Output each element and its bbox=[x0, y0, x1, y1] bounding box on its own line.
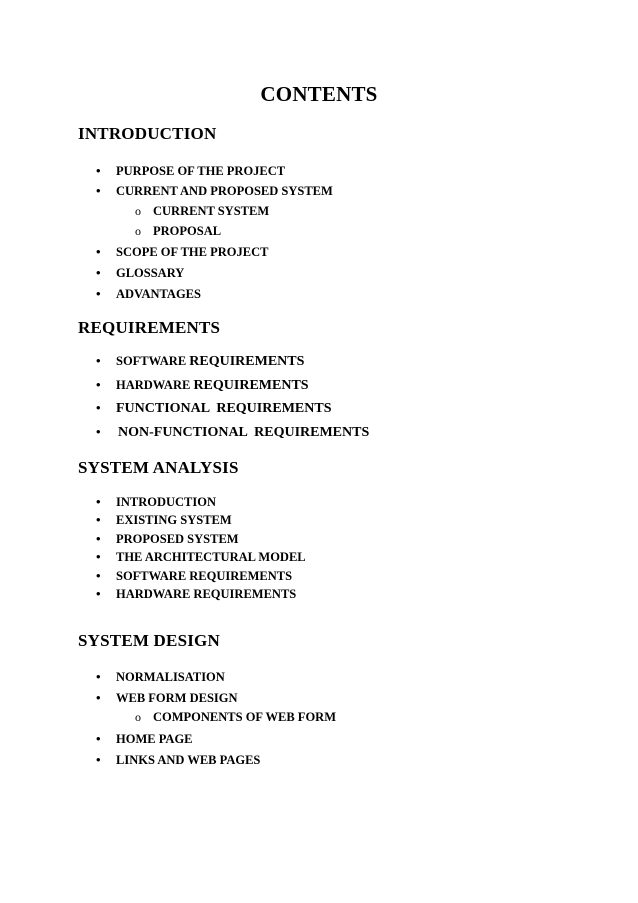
list-item bbox=[96, 690, 238, 706]
bullet-icon: • bbox=[96, 690, 101, 705]
section-heading-system-analysis: SYSTEM ANALYSIS bbox=[78, 458, 239, 477]
bullet-icon: • bbox=[96, 494, 101, 509]
list-item bbox=[96, 752, 260, 768]
circle-bullet-icon: o bbox=[135, 710, 141, 724]
bullet-icon: • bbox=[96, 512, 101, 527]
list-item bbox=[96, 568, 292, 584]
page-title: CONTENTS bbox=[260, 82, 378, 106]
list-item-label: FUNCTIONAL REQUIREMENTS bbox=[116, 401, 332, 416]
bullet-icon: • bbox=[96, 568, 101, 583]
list-item-label: ADVANTAGES bbox=[116, 287, 201, 301]
list-item-label: PROPOSED SYSTEM bbox=[116, 532, 239, 546]
list-item-label: INTRODUCTION bbox=[116, 495, 217, 509]
list-item bbox=[96, 586, 296, 602]
bullet-icon: • bbox=[96, 286, 101, 301]
list-item-suffix: REQUIREMENTS bbox=[189, 354, 305, 369]
bullet-icon: • bbox=[96, 400, 101, 415]
bullet-icon: • bbox=[96, 549, 101, 564]
list-item bbox=[96, 669, 225, 685]
list-item bbox=[96, 286, 201, 302]
list-item bbox=[96, 549, 306, 565]
sub-list-item bbox=[135, 710, 336, 725]
list-item bbox=[96, 353, 304, 370]
list-item bbox=[96, 531, 239, 547]
list-item-label: GLOSSARY bbox=[116, 266, 185, 280]
list-item-prefix: SOFTWARE bbox=[116, 354, 187, 368]
bullet-icon: • bbox=[96, 752, 101, 767]
list-item-label: SCOPE OF THE PROJECT bbox=[116, 245, 269, 259]
section-heading-introduction: INTRODUCTION bbox=[78, 124, 217, 143]
list-item bbox=[96, 377, 309, 394]
list-item bbox=[96, 731, 193, 747]
list-item bbox=[96, 265, 184, 281]
list-item bbox=[96, 163, 285, 179]
sub-list-item bbox=[135, 204, 269, 219]
bullet-icon: • bbox=[96, 586, 101, 601]
list-item-label: WEB FORM DESIGN bbox=[116, 691, 238, 705]
list-item-label: THE ARCHITECTURAL MODEL bbox=[116, 550, 306, 564]
bullet-icon: • bbox=[96, 531, 101, 546]
list-item-label: PURPOSE OF THE PROJECT bbox=[116, 164, 286, 178]
list-item bbox=[96, 244, 268, 260]
list-item-label: PROPOSAL bbox=[153, 224, 222, 238]
bullet-icon: • bbox=[96, 353, 101, 368]
list-item-label: COMPONENTS OF WEB FORM bbox=[153, 710, 336, 724]
bullet-icon: • bbox=[96, 377, 101, 392]
list-item bbox=[96, 183, 333, 199]
section-heading-requirements: REQUIREMENTS bbox=[78, 318, 221, 337]
list-item bbox=[96, 512, 232, 528]
list-item bbox=[96, 494, 216, 510]
list-item-label: HARDWARE REQUIREMENTS bbox=[116, 587, 297, 601]
list-item bbox=[96, 400, 331, 417]
section-heading-system-design: SYSTEM DESIGN bbox=[78, 631, 220, 650]
circle-bullet-icon: o bbox=[135, 224, 141, 238]
bullet-icon: • bbox=[96, 424, 101, 439]
list-item-label: SOFTWARE REQUIREMENTS bbox=[116, 569, 293, 583]
list-item-label: NON-FUNCTIONAL REQUIREMENTS bbox=[118, 425, 370, 440]
list-item-suffix: REQUIREMENTS bbox=[193, 378, 309, 393]
list-item-label: CURRENT SYSTEM bbox=[153, 204, 270, 218]
circle-bullet-icon: o bbox=[135, 204, 141, 218]
list-item-label: HOME PAGE bbox=[116, 732, 193, 746]
bullet-icon: • bbox=[96, 669, 101, 684]
bullet-icon: • bbox=[96, 244, 101, 259]
bullet-icon: • bbox=[96, 731, 101, 746]
bullet-icon: • bbox=[96, 183, 101, 198]
list-item-label: EXISTING SYSTEM bbox=[116, 513, 232, 527]
bullet-icon: • bbox=[96, 265, 101, 280]
list-item-label: LINKS AND WEB PAGES bbox=[116, 753, 261, 767]
list-item-prefix: HARDWARE bbox=[116, 378, 191, 392]
sub-list-item bbox=[135, 224, 221, 239]
bullet-icon: • bbox=[96, 163, 101, 178]
list-item-label: CURRENT AND PROPOSED SYSTEM bbox=[116, 184, 333, 198]
list-item-label: NORMALISATION bbox=[116, 670, 225, 684]
list-item bbox=[96, 424, 369, 441]
